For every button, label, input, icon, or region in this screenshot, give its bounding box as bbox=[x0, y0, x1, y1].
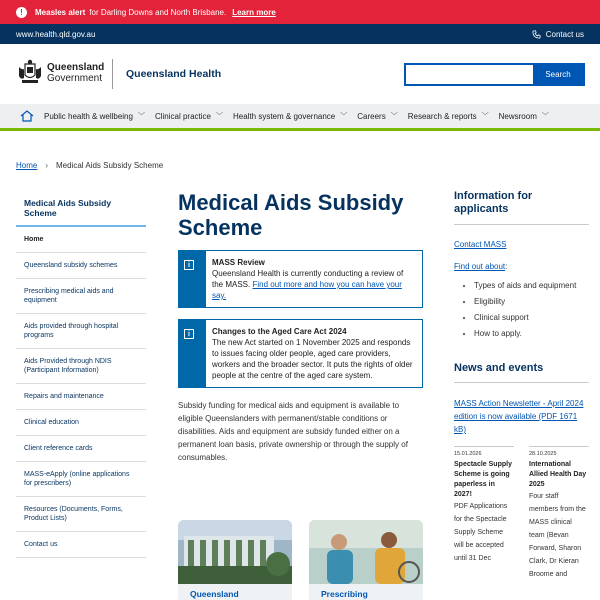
sidebar-item-repairs[interactable]: Repairs and maintenance bbox=[16, 384, 146, 410]
card-label: Prescribing bbox=[321, 589, 368, 599]
sidebar-item-eapply[interactable]: MASS-eApply (online applications for prescribers) bbox=[16, 462, 146, 497]
clinician-photo bbox=[309, 520, 423, 584]
chevron-down-icon: ﹀ bbox=[541, 113, 549, 120]
sidebar-item-subsidy-schemes[interactable]: Queensland subsidy schemes bbox=[16, 253, 146, 279]
card-queensland[interactable] bbox=[178, 520, 292, 600]
callout-text: The new Act started on 1 November 2025 and responds to issues facing older people, aged care providers, workers and the broader sector. It puts the rights of older people at the centre of the aged care system. bbox=[212, 338, 413, 380]
find-out-about-link[interactable]: Find out about bbox=[454, 262, 506, 271]
coat-of-arms-icon bbox=[16, 58, 44, 88]
queensland-government-logo[interactable] bbox=[16, 58, 104, 88]
breadcrumb-separator-icon: › bbox=[45, 161, 49, 170]
contact-us-link[interactable] bbox=[532, 30, 584, 39]
news-date: 15.01.2026 bbox=[454, 451, 482, 457]
phone-icon bbox=[532, 30, 541, 39]
news-title: Spectacle Supply Scheme is going paperless in 2027! bbox=[454, 461, 512, 498]
news-date: 28.10.2025 bbox=[529, 451, 557, 457]
logo-line2: Government bbox=[47, 73, 103, 84]
contact-us-label: Contact us bbox=[545, 29, 584, 39]
nav-item-public-health[interactable] bbox=[44, 111, 145, 121]
alert-icon: ! bbox=[16, 7, 27, 18]
alert-text: for Darling Downs and North Brisbane. bbox=[89, 7, 227, 17]
nav-item-label: Clinical practice bbox=[154, 111, 211, 121]
measles-alert-bar bbox=[0, 0, 600, 24]
nav-item-label: Careers bbox=[357, 111, 386, 121]
chevron-down-icon: ﹀ bbox=[340, 113, 348, 120]
sidebar-item-prescribing[interactable]: Prescribing medical aids and equipment bbox=[16, 279, 146, 314]
chevron-down-icon: ﹀ bbox=[215, 113, 223, 120]
breadcrumb bbox=[16, 161, 163, 170]
newsletter-link[interactable]: MASS Action Newsletter - April 2024 edition is now available (PDF 1671 kB) bbox=[454, 399, 584, 434]
alert-title: Measles alert bbox=[35, 7, 86, 17]
sidebar-item-clinical-education[interactable]: Clinical education bbox=[16, 410, 146, 436]
news-body: PDF Applications for the Spectacle Supply Scheme will be accepted until 31 Dec bbox=[454, 503, 508, 562]
sidebar-item-resources[interactable]: Resources (Documents, Forms, Product Lists) bbox=[16, 497, 146, 532]
nav-item-label: Public health & wellbeing bbox=[44, 111, 133, 121]
chevron-down-icon: ﹀ bbox=[390, 113, 398, 120]
feature-cards bbox=[178, 520, 423, 600]
callout-title: MASS Review bbox=[212, 258, 265, 267]
nav-item-health-system[interactable] bbox=[233, 111, 347, 121]
section-sidebar bbox=[16, 190, 146, 558]
info-applicants-title: Information for applicants bbox=[454, 190, 589, 225]
nav-item-label: Newsroom bbox=[498, 111, 537, 121]
news-item[interactable] bbox=[454, 446, 514, 581]
search-button[interactable]: Search bbox=[533, 65, 583, 84]
nav-item-label: Health system & governance bbox=[232, 111, 336, 121]
news-list bbox=[454, 446, 589, 581]
list-item: • Types of aids and equipment bbox=[474, 280, 589, 292]
sidebar-title[interactable]: Medical Aids Subsidy Scheme bbox=[16, 190, 146, 227]
breadcrumb-current: Medical Aids Subsidy Scheme bbox=[56, 161, 164, 170]
site-header bbox=[0, 44, 600, 104]
alert-learn-more-link[interactable]: Learn more bbox=[232, 7, 276, 17]
info-icon: i bbox=[184, 329, 194, 339]
nav-item-research[interactable] bbox=[408, 111, 489, 121]
sidebar-item-home[interactable]: Home bbox=[16, 227, 146, 253]
site-name[interactable]: Queensland Health bbox=[126, 68, 222, 80]
main-nav bbox=[0, 104, 600, 131]
breadcrumb-home-link[interactable]: Home bbox=[16, 161, 38, 170]
logo-divider bbox=[112, 59, 113, 89]
intro-paragraph: Subsidy funding for medical aids and equipment is available to eligible Queenslanders with permanent/stable conditions or disabilities. Aids and equipment are subsidy funded either on a permanent loan basis, private ownership or through the supply of consumables. bbox=[178, 401, 408, 462]
find-out-colon: : bbox=[505, 262, 508, 271]
info-icon: i bbox=[184, 260, 194, 270]
list-item: • Eligibility bbox=[474, 296, 589, 308]
home-icon[interactable] bbox=[20, 110, 34, 122]
nav-item-careers[interactable] bbox=[357, 111, 397, 121]
logo-line1: Queensland bbox=[47, 62, 105, 73]
main-content bbox=[178, 190, 423, 464]
nav-item-newsroom[interactable] bbox=[499, 111, 549, 121]
callout-mass-review bbox=[178, 250, 423, 308]
card-prescribing[interactable] bbox=[309, 520, 423, 600]
nav-item-clinical-practice[interactable] bbox=[155, 111, 223, 121]
sidebar-item-ndis[interactable]: Aids Provided through NDIS (Participant Information) bbox=[16, 349, 146, 384]
sidebar-item-contact[interactable]: Contact us bbox=[16, 532, 146, 558]
search-input[interactable] bbox=[406, 65, 533, 84]
news-title: International Allied Health Day 2025 bbox=[529, 461, 587, 488]
chevron-down-icon: ﹀ bbox=[481, 113, 489, 120]
right-sidebar bbox=[454, 190, 589, 581]
site-url[interactable]: www.health.qld.gov.au bbox=[16, 29, 96, 39]
sidebar-item-client-cards[interactable]: Client reference cards bbox=[16, 436, 146, 462]
contact-mass-link[interactable]: Contact MASS bbox=[454, 240, 507, 249]
callout-title: Changes to the Aged Care Act 2024 bbox=[212, 327, 347, 336]
building-photo bbox=[178, 520, 292, 584]
callout-text: Queensland Health is currently conducting a review of the MASS. bbox=[212, 269, 404, 289]
card-label: Queensland bbox=[190, 589, 239, 599]
nav-item-label: Research & reports bbox=[407, 111, 477, 121]
chevron-down-icon: ﹀ bbox=[137, 113, 145, 120]
search-form bbox=[404, 63, 585, 86]
applicant-topics-list bbox=[474, 280, 589, 340]
page-title: Medical Aids Subsidy Scheme bbox=[178, 190, 404, 240]
callout-find-out-more-link[interactable]: Find out more and how you can have your say. bbox=[212, 280, 402, 300]
news-events-title: News and events bbox=[454, 344, 589, 383]
sidebar-item-hospital-programs[interactable]: Aids provided through hospital programs bbox=[16, 314, 146, 349]
list-item: • Clinical support bbox=[474, 312, 589, 324]
list-item: • How to apply. bbox=[474, 328, 589, 340]
news-item[interactable] bbox=[529, 446, 589, 581]
top-bar bbox=[0, 24, 600, 44]
news-body: Four staff members from the MASS clinical team (Bevan Forward, Sharon Clark, Dr Kieran Broome and bbox=[529, 493, 586, 578]
callout-aged-care-act bbox=[178, 319, 423, 388]
